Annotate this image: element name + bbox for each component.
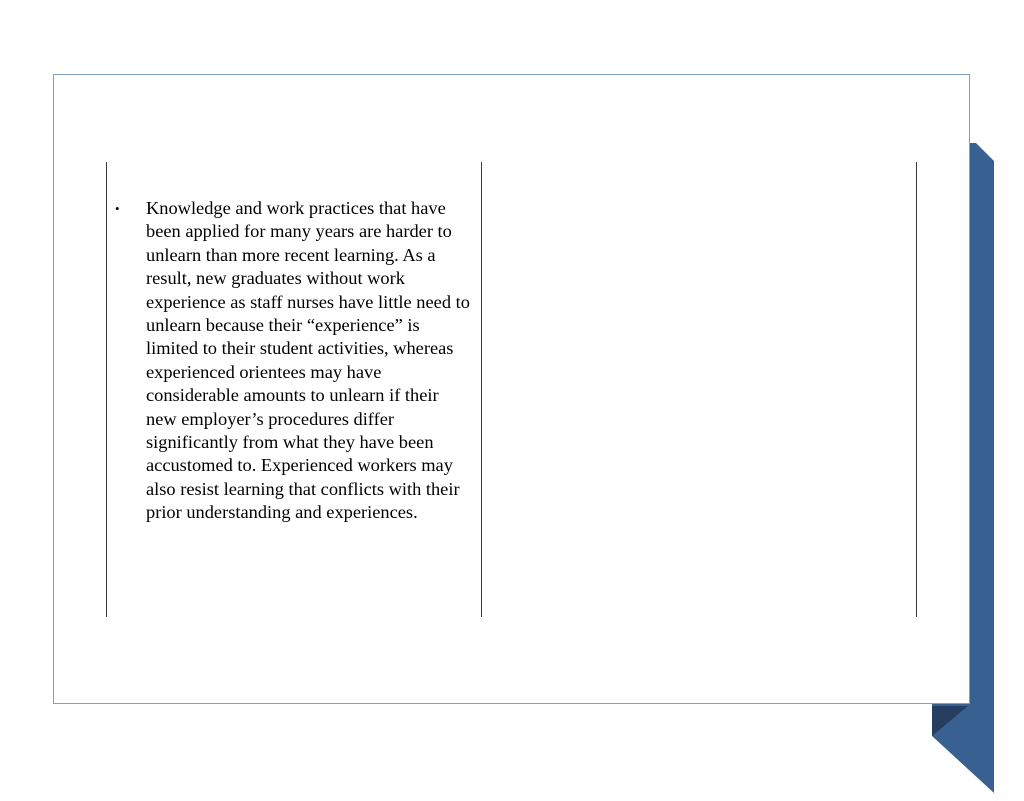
paragraph-text: Knowledge and work practices that have been applied for many years are harder to unlearn than more recent learning. As a result, new graduates without work experience as staff nurses have little need to unlearn because their “experience” is limited to their student activities, whereas experienced orientees may have considerable amounts to unlearn if their new employer’s procedures differ significantly from what they have been accustomed to. Experienced workers may also resist learning that conflicts with their prior understanding and experiences. [146, 198, 470, 523]
table-right-rule [916, 162, 917, 617]
table-left-rule [106, 162, 107, 617]
table-middle-rule [481, 162, 482, 617]
list-item [115, 197, 473, 525]
bullet-icon: • [115, 201, 120, 216]
